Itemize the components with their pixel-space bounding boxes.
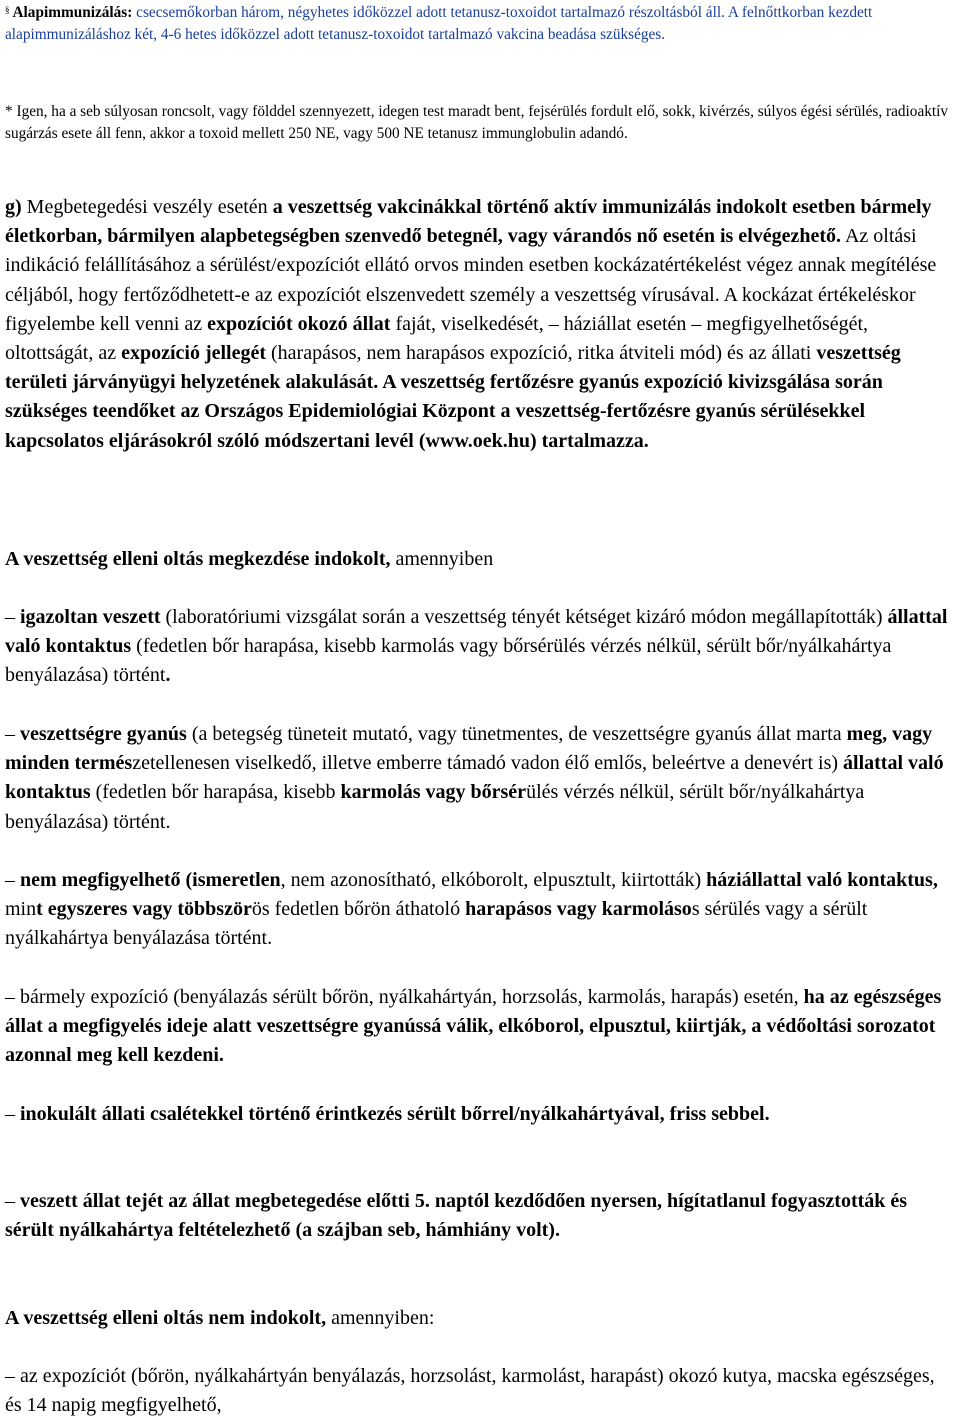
bold-run: . <box>165 664 171 687</box>
bold-run: A veszettség elleni oltás megkezdése indokolt, <box>5 548 391 570</box>
text-run: faját, viselkedését, – háziállat esetén – megfigyelhetőségét, oltottságát, az <box>5 312 869 365</box>
list-marker-g: g) <box>5 196 22 218</box>
bold-run: expozíció jellegét <box>121 342 267 365</box>
text-run: ülés vérzés nélkül, sérült bőr/nyálkahártya benyálazása) történt. <box>5 781 865 833</box>
dash-marker: – <box>5 1103 20 1125</box>
bold-run: veszettség területi járványügyi helyzetének alakulását. A veszettség fertőzésre gyanús expozíció kivizsgálása során szükséges teendőket az Országos Epidemiológiai Központ a veszettség-fertőzésre gyanús sérülésekkel kapcsolatos eljárásokról szóló módszertani levél (www.oek.hu) tartalmazza. <box>5 342 901 452</box>
text-run: , nem azonosítható, elkóborolt, elpusztult, kiirtották) <box>280 869 707 891</box>
item-not-observable <box>5 866 955 954</box>
bold-run: igazoltan veszett <box>20 606 161 628</box>
dash-marker: – <box>5 606 20 628</box>
footnote-text: * Igen, ha a seb súlyosan roncsolt, vagy földdel szennyezett, idegen test maradt bent, fejsérülés fordult elő, sokk, kivérzés, súlyos égési sérülés, radioaktív sugárzás esete áll fenn, akkor a toxoid mellett 250 NE, vagy 500 NE tetanusz immunglobulin adandó. <box>5 103 949 142</box>
text-run: amennyiben: <box>326 1307 435 1329</box>
text-run: – az expozíciót (bőrön, nyálkahártyán benyálazás, horzsolást, karmolást, harapást) okozó kutya, macska egészséges, és 14 napig megfigyelhető, <box>5 1365 935 1417</box>
text-run: Az oltási indikáció felállításához a sérülést/expozíciót ellátó orvos minden esetben kockázatértékelést végez annak megítélése céljából, hogy fertőződhetett-e az expozíciót elszenvedett személy a veszettség vírusával. A kockázat értékeléskor figyelembe kell venni az <box>5 225 937 335</box>
text-run: (harapásos, nem harapásos expozíció, ritka átviteli mód) és az állati <box>266 342 817 365</box>
bold-run: a veszettség vakcinákkal történő aktív immunizálás indokolt esetben bármely életkorban, bármilyen alapbetegségben szenvedő betegnél, vagy várandós nő esetén is elvégezhető. <box>5 196 932 248</box>
term-alapimmunizalas: Alapimmunizálás: <box>12 4 133 21</box>
text-run: (fedetlen bőr harapása, kisebb <box>90 781 341 804</box>
text-run: Megbetegedési veszély esetén <box>21 196 273 218</box>
bold-run: expozíciót okozó állat <box>207 312 391 335</box>
section-mark: § <box>5 5 10 15</box>
text-run: – bármely expozíció (benyálazás sérült bőrön, nyálkahártyán, horzsolás, karmolás, harapás) esetén, <box>5 986 804 1008</box>
item-rabid-milk <box>5 1187 955 1245</box>
bold-run: inokulált állati csalétekkel történő érintkezés sérült bőrrel/nyálkahártyával, friss sebbel. <box>20 1103 770 1125</box>
item-any-exposure <box>5 983 955 1071</box>
text-run: (laboratóriumi vizsgálat során a veszettség tényét kétséget kizáró módon megállapították) <box>160 606 888 628</box>
bold-run: karmolás vagy bőrsér <box>340 781 527 804</box>
bold-run: ha az egészséges állat a megfigyelés ideje alatt veszettségre gyanússá válik, elkóborol, elpusztul, kiirtják, a védőoltási sorozatot azonnal meg kell kezdeni. <box>5 986 942 1067</box>
paragraph-alapimmunizalas <box>5 2 955 45</box>
paragraph-text: csecsemőkorban három, négyhetes időközzel adott tetanusz-toxoidot tartalmazó részoltásból áll. A felnőttkorban kezdett alapimmunizáláshoz két, 4-6 hetes időközzel adott tetanusz-toxoidot tartalmazó vakcina beadása szükséges. <box>5 4 873 43</box>
text-run: (a betegség tüneteit mutató, vagy tünetmentes, de veszettségre gyanús állat marta <box>186 723 847 745</box>
text-run: ös fedetlen bőrön áthatoló <box>251 898 466 921</box>
item-suspected-rabid <box>5 720 955 837</box>
footnote-tetanus-immunglobulin <box>5 101 955 144</box>
bold-run: meg, vagy minden termés <box>5 723 933 775</box>
bold-run: veszettségre gyanús <box>20 723 187 745</box>
heading-vaccination-indicated <box>5 545 955 574</box>
item-healthy-observable-animal <box>5 1362 955 1420</box>
item-confirmed-rabid <box>5 603 955 691</box>
paragraph-rabies-immunization <box>5 193 955 456</box>
dash-marker: – <box>5 869 20 891</box>
text-run: s sérülés vagy a sérült nyálkahártya benyálazása történt. <box>5 898 868 950</box>
dash-marker: – <box>5 1190 20 1212</box>
bold-run: háziállattal való kontaktus, <box>706 869 938 891</box>
bold-run: A veszettség elleni oltás nem indokolt, <box>5 1307 327 1329</box>
text-run: zetellenesen viselkedő, illetve emberre támadó vadon élő emlős, beleértve a denevért is) <box>132 752 844 775</box>
bold-run: állattal való kontaktus <box>5 752 944 804</box>
heading-vaccination-not-indicated <box>5 1304 955 1333</box>
bold-run: állattal való kontaktus <box>5 606 948 658</box>
bold-run: veszett állat tejét az állat megbetegedése előtti 5. naptól kezdődően nyersen, hígítatlanul fogyasztották és sérült nyálkahártya feltételezhető (a szájban seb, hámhiány volt). <box>5 1190 908 1242</box>
dash-marker: – <box>5 723 20 745</box>
text-run: min <box>5 898 37 921</box>
text-run: amennyiben <box>390 548 494 570</box>
item-inoculated-bait <box>5 1100 955 1129</box>
bold-run: t egyszeres vagy többször <box>36 898 252 921</box>
bold-run: harapásos vagy karmoláso <box>465 898 692 921</box>
bold-run: nem megfigyelhető (ismeretlen <box>20 869 281 891</box>
text-run: (fedetlen bőr harapása, kisebb karmolás vagy bőrsérülés vérzés nélkül, sérült bőr/nyálkahártya benyálazása) történt <box>5 635 892 687</box>
